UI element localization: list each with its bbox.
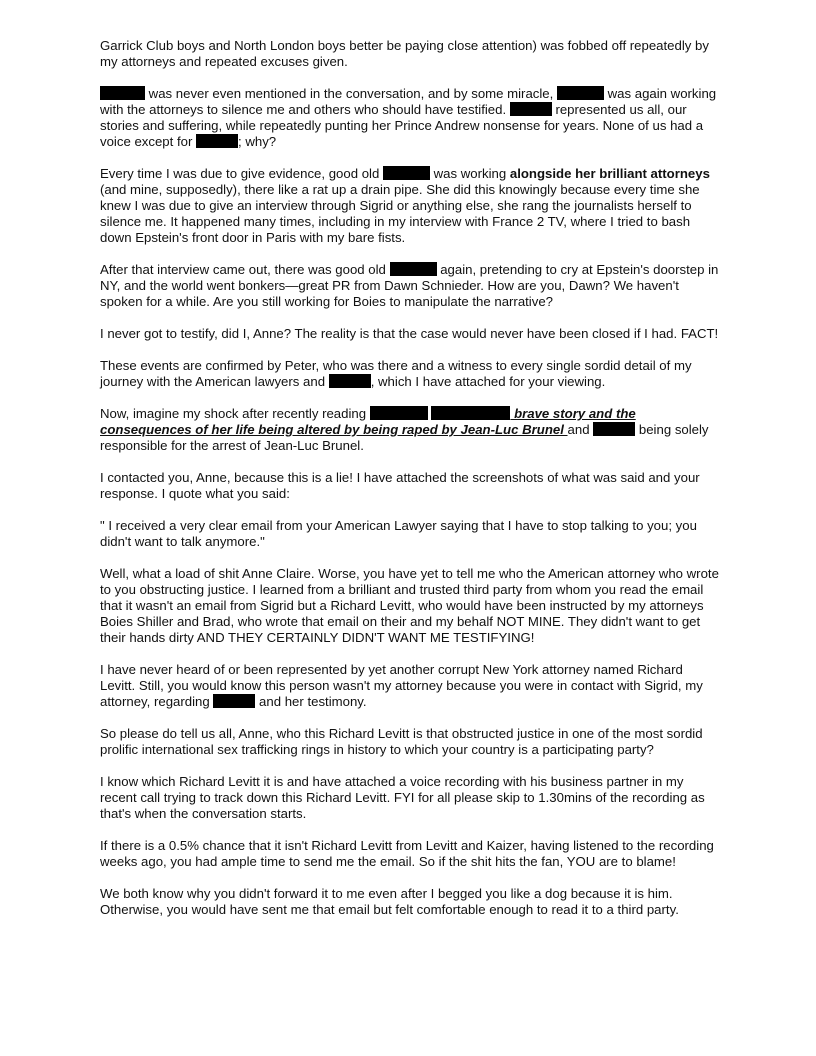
redaction-block (370, 406, 428, 420)
redaction-block (329, 374, 371, 388)
paragraph-text: Every time I was due to give evidence, good old (100, 166, 383, 181)
paragraph-text: was working (429, 166, 510, 181)
article-link[interactable]: brave story and the consequences of her life being altered by being raped by Jean-Luc Brunel (100, 406, 636, 437)
paragraph-text: Well, what a load of shit Anne Claire. Worse, you have yet to tell me who the American attorney who wrote to you obstructing justice. I learned from a brilliant and trusted third party from whom you read the email that it wasn't an email from Sigrid but a Richard Levitt, who would have been instructed by my attorneys Boies Shiller and Brad, who wrote that email on their and my behalf NOT MINE. They didn't want to get their hands dirty AND THEY CERTAINLY DIDN'T WANT ME TESTIFYING! (100, 566, 719, 645)
paragraph-text: and (567, 422, 594, 437)
paragraph-14 (100, 838, 720, 870)
document-page (100, 38, 720, 934)
paragraph-6 (100, 358, 720, 390)
redaction-block (213, 694, 255, 708)
paragraph-7 (100, 406, 720, 454)
paragraph-text: again, pretending to cry at Epstein's doorstep in NY, and the world went bonkers—great PR from Dawn Schnieder. How are you, Dawn? We haven't spoken for a while. Are you still working for Boies to manipulate the narrative? (100, 262, 719, 309)
paragraph-text: So please do tell us all, Anne, who this Richard Levitt is that obstructed justice in one of the most sordid prolific international sex trafficking rings in history to which your country is a participating party? (100, 726, 703, 757)
paragraph-text: represented us all, our stories and suffering, while repeatedly punting her Prince Andrew nonsense for years. None of us had a voice except for (100, 102, 704, 149)
paragraph-12 (100, 726, 720, 758)
paragraph-text: was again working with the attorneys to silence me and others who should have testified. (100, 86, 717, 117)
paragraph-13 (100, 774, 720, 822)
quote-text: " I received a very clear email from your American Lawyer saying that I have to stop talking to you; you didn't want to talk anymore." (100, 518, 697, 549)
paragraph-5 (100, 326, 720, 342)
paragraph-text: I never got to testify, did I, Anne? The reality is that the case would never have been closed if I had. FACT! (100, 326, 719, 341)
paragraph-text: being solely responsible for the arrest of Jean-Luc Brunel. (100, 422, 709, 453)
redaction-block (510, 102, 552, 116)
paragraph-9 (100, 518, 720, 550)
paragraph-text: If there is a 0.5% chance that it isn't Richard Levitt from Levitt and Kaizer, having listened to the recording weeks ago, you had ample time to send me the email. So if the shit hits the fan, YOU are to blame! (100, 838, 714, 869)
redaction-block (196, 134, 238, 148)
paragraph-text: , which I have attached for your viewing. (370, 374, 606, 389)
paragraph-text: I have never heard of or been represented by yet another corrupt New York attorney named Richard Levitt. Still, you would know this person wasn't my attorney because you were in contact with Sigrid, my attorney, regarding (100, 662, 703, 709)
redaction-block (100, 86, 145, 100)
redaction-block (390, 262, 437, 276)
paragraph-11 (100, 662, 720, 710)
paragraph-text: Now, imagine my shock after recently reading (100, 406, 370, 421)
paragraph-8 (100, 470, 720, 502)
paragraph-text: After that interview came out, there was good old (100, 262, 390, 277)
bold-text: alongside her brilliant attorneys (509, 166, 710, 181)
redaction-block (593, 422, 635, 436)
paragraph-text: Garrick Club boys and North London boys better be paying close attention) was fobbed off repeatedly by my attorneys and repeated excuses given. (100, 38, 709, 69)
paragraph-text: was never even mentioned in the conversation, and by some miracle, (145, 86, 557, 101)
paragraph-text: and her testimony. (255, 694, 367, 709)
paragraph-text: I know which Richard Levitt it is and have attached a voice recording with his business partner in my recent call trying to track down this Richard Levitt. FYI for all please skip to 1.30mins of the recording as that's when the conversation starts. (100, 774, 705, 821)
paragraph-2 (100, 86, 720, 150)
paragraph-3 (100, 166, 720, 246)
redaction-block (557, 86, 604, 100)
paragraph-text: (and mine, supposedly), there like a rat up a drain pipe. She did this knowingly because every time she knew I was due to give an interview through Sigrid or anything else, she rang the journalists herself to silence me. It happened many times, including in my interview with France 2 TV, where I tried to bash down Epstein's front door in Paris with my bare fists. (100, 182, 700, 245)
paragraph-10 (100, 566, 720, 646)
paragraph-text: We both know why you didn't forward it to me even after I begged you like a dog because it is him. Otherwise, you would have sent me that email but felt comfortable enough to read it to a third party. (100, 886, 679, 917)
paragraph-text: I contacted you, Anne, because this is a lie! I have attached the screenshots of what was said and your response. I quote what you said: (100, 470, 700, 501)
redaction-block (431, 406, 510, 420)
redaction-block (383, 166, 430, 180)
paragraph-text: These events are confirmed by Peter, who was there and a witness to every single sordid detail of my journey with the American lawyers and (100, 358, 692, 389)
paragraph-1 (100, 38, 720, 70)
paragraph-4 (100, 262, 720, 310)
paragraph-text: ; why? (238, 134, 277, 149)
paragraph-15 (100, 886, 720, 918)
